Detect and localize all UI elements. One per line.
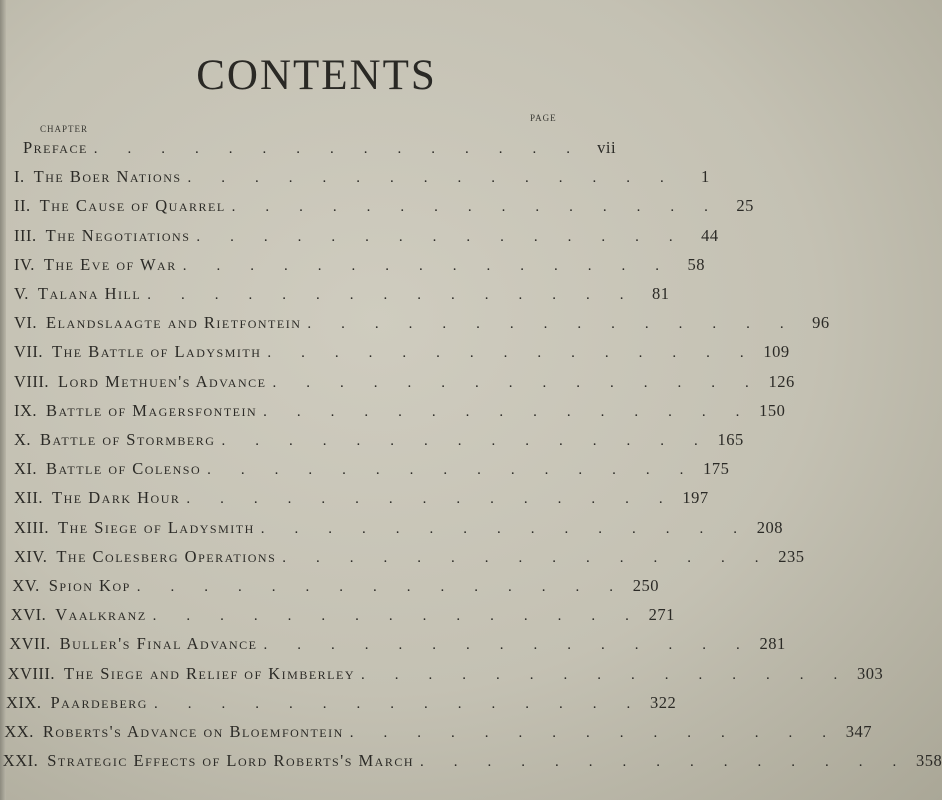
leader-dots: . . . . . . . . . . . . . . . xyxy=(282,549,759,566)
chapter-title: The Eve of War xyxy=(43,254,177,274)
chapter-title: Paardeberg xyxy=(50,692,148,712)
chapter-title: The Siege of Ladysmith xyxy=(58,517,255,537)
toc-entry xyxy=(14,371,795,398)
page-number: 208 xyxy=(756,517,783,537)
chapter-number: III. xyxy=(14,225,37,245)
chapter-number: XIV. xyxy=(14,546,48,566)
page-number: 358 xyxy=(916,751,942,771)
chapter-title: Talana Hill xyxy=(37,284,142,303)
toc-entry xyxy=(14,400,786,427)
chapter-title: The Siege and Relief of Kimberley xyxy=(64,663,355,683)
toc-entry xyxy=(10,605,675,631)
chapter-number: XVI. xyxy=(10,605,47,625)
chapter-title: Spion Kop xyxy=(48,576,131,595)
page-number: 197 xyxy=(682,488,709,508)
chapter-number: V. xyxy=(14,284,29,303)
chapter-title: The Boer Nations xyxy=(33,167,182,187)
toc-entry xyxy=(14,430,744,456)
chapter-title: Vaalkranz xyxy=(55,605,147,625)
chapter-title: Lord Methuen's Advance xyxy=(58,371,267,391)
toc-entry xyxy=(14,284,670,310)
leader-dots: . . . . . . . . . . . . . . . xyxy=(272,374,749,391)
leader-dots: . . . . . . . . . . . . . . . xyxy=(187,170,664,187)
toc-entry xyxy=(9,634,786,660)
page-number: 281 xyxy=(759,634,786,654)
page-number: 109 xyxy=(763,342,790,362)
toc-entry xyxy=(14,546,805,573)
chapter-number: XXI. xyxy=(2,751,39,771)
page-number: 96 xyxy=(812,313,830,333)
leader-dots: . . . . . . . . . . . . . . . xyxy=(420,754,897,771)
chapter-title: Roberts's Advance on Bloemfontein xyxy=(42,722,344,741)
chapter-title: The Battle of Ladysmith xyxy=(52,342,262,362)
leader-dots: . . . . . . . . . . . . . . . xyxy=(93,141,571,157)
page-number: 271 xyxy=(648,605,675,625)
chapter-number: IV. xyxy=(14,254,35,274)
chapter-number: XIII. xyxy=(14,517,50,537)
chapter-title: Buller's Final Advance xyxy=(59,634,258,654)
leader-dots: . . . . . . . . . . . . . . . xyxy=(207,462,684,479)
chapter-number: VII. xyxy=(14,342,44,362)
chapter-number: VIII. xyxy=(14,371,50,391)
leader-dots: . . . . . . . . . . . . . . . xyxy=(267,345,744,362)
page-number: 235 xyxy=(778,546,805,566)
chapter-number: IX. xyxy=(14,400,38,420)
toc-entry xyxy=(14,313,830,339)
page-edge xyxy=(0,0,6,800)
chapter-number: II. xyxy=(14,196,31,216)
leader-dots: . . . . . . . . . . . . . . . xyxy=(196,228,673,245)
chapter-column-header: CHAPTER xyxy=(40,124,89,134)
leader-dots: . . . . . . . . . . . . . . . xyxy=(263,403,740,420)
toc-entry xyxy=(7,663,884,690)
chapter-number: X. xyxy=(14,430,32,449)
page-number: vii xyxy=(597,138,617,157)
page-number: 1 xyxy=(701,167,710,187)
toc-entry xyxy=(14,254,705,281)
chapter-number: XI. xyxy=(14,459,38,479)
leader-dots: . . . . . . . . . . . . . . . xyxy=(263,637,740,654)
page-number: 44 xyxy=(701,225,719,245)
leader-dots: . . . . . . . . . . . . . . . xyxy=(260,520,737,537)
page-number: 303 xyxy=(857,663,884,683)
chapter-number: XV. xyxy=(12,576,40,595)
page-number: 81 xyxy=(651,284,670,303)
page-number: 347 xyxy=(845,722,873,741)
chapter-number: XVIII. xyxy=(7,663,56,683)
chapter-number: I. xyxy=(14,167,25,187)
leader-dots: . . . . . . . . . . . . . . . xyxy=(231,199,708,216)
page-number: 165 xyxy=(717,430,744,449)
page-column-header: PAGE xyxy=(530,113,557,123)
toc-entry xyxy=(12,576,660,602)
toc-entry xyxy=(14,517,783,544)
page-number: 58 xyxy=(687,254,705,274)
page-number: 175 xyxy=(703,459,730,479)
chapter-title: The Cause of Quarrel xyxy=(39,196,226,216)
leader-dots: . . . . . . . . . . . . . . . xyxy=(136,579,614,595)
chapter-title: The Colesberg Operations xyxy=(56,546,277,566)
chapter-number: XX. xyxy=(4,722,34,741)
leader-dots: . . . . . . . . . . . . . . . xyxy=(221,433,698,449)
page-number: 25 xyxy=(736,196,754,216)
page-title: CONTENTS xyxy=(196,51,437,99)
chapter-title: Battle of Magersfontein xyxy=(46,400,258,420)
page-number: 150 xyxy=(759,400,786,420)
toc-entry xyxy=(14,488,709,514)
toc-entry xyxy=(2,751,942,777)
chapter-title: The Negotiations xyxy=(45,225,191,245)
chapter-number: XIX. xyxy=(6,692,42,712)
chapter-title: Elandslaagte and Rietfontein xyxy=(46,313,302,333)
leader-dots: . . . . . . . . . . . . . . . xyxy=(147,287,624,303)
chapter-number: VI. xyxy=(14,313,38,333)
page-number: 126 xyxy=(768,371,795,391)
chapter-title: Preface xyxy=(23,138,88,157)
toc-entry xyxy=(14,167,710,193)
leader-dots: . . . . . . . . . . . . . . . xyxy=(361,666,838,683)
chapter-number: XVII. xyxy=(9,634,51,654)
chapter-title: Strategic Effects of Lord Roberts's March xyxy=(47,751,415,771)
chapter-title: The Dark Hour xyxy=(52,488,181,508)
chapter-title: Battle of Stormberg xyxy=(40,430,216,449)
toc-entry xyxy=(14,196,754,222)
toc-entry xyxy=(14,225,719,252)
leader-dots: . . . . . . . . . . . . . . . xyxy=(186,491,663,508)
leader-dots: . . . . . . . . . . . . . . . xyxy=(307,316,784,333)
leader-dots: . . . . . . . . . . . . . . . xyxy=(349,725,827,741)
leader-dots: . . . . . . . . . . . . . . . xyxy=(152,608,629,625)
page-number: 322 xyxy=(649,692,677,712)
toc-entry xyxy=(6,692,677,719)
leader-dots: . . . . . . . . . . . . . . . xyxy=(182,257,659,274)
chapter-number: XII. xyxy=(14,488,44,508)
chapter-title: Battle of Colenso xyxy=(46,459,202,479)
toc-entry xyxy=(14,459,730,485)
toc-entry xyxy=(4,722,873,748)
toc-entry xyxy=(14,342,790,368)
leader-dots: . . . . . . . . . . . . . . . xyxy=(153,695,631,712)
page-number: 250 xyxy=(632,576,660,595)
toc-entry xyxy=(14,138,617,164)
